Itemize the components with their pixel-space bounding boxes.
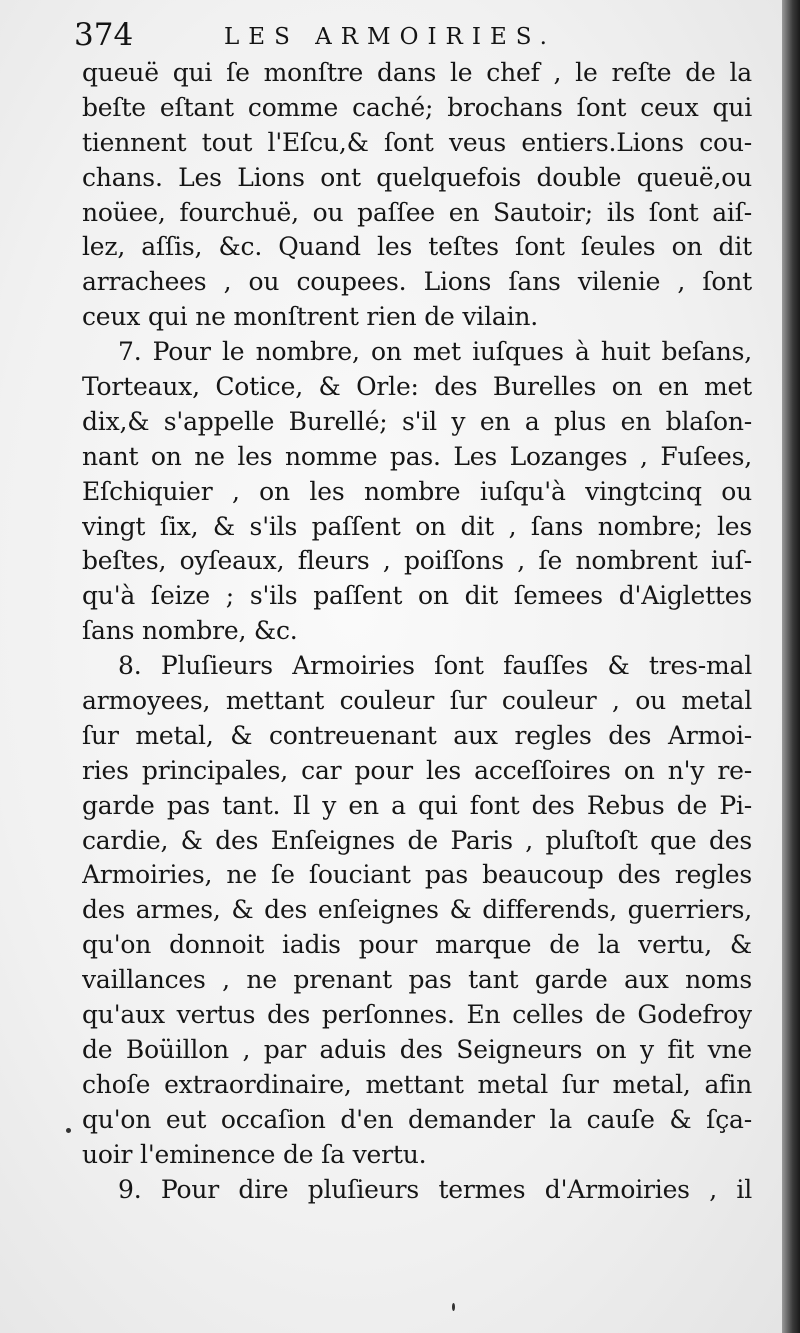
paragraph-9-start: 9. Pour dire pluſieurs termes d'Armoiries , il bbox=[118, 1174, 752, 1204]
text-line: noüee, fourchuë, ou paſſee en Sautoir; ils ſont aiſ- bbox=[82, 197, 752, 227]
text-line: arrachees , ou coupees. Lions ſans vilenie , ſont bbox=[82, 267, 752, 297]
text-line: beſtes, oyſeaux, fleurs , poiſſons , ſe nombrent iuſ- bbox=[82, 546, 752, 576]
text-line: ceux qui ne monſtrent rien de vilain. bbox=[82, 302, 539, 332]
running-head: LES ARMOIRIES. bbox=[224, 24, 556, 50]
text-line: de Boüillon , par aduis des Seigneurs on y fit vne bbox=[82, 1034, 752, 1064]
text-line: des armes, & des enſeignes & differends, guerriers, bbox=[82, 895, 752, 925]
text-line: qu'on donnoit iadis pour marque de la vertu, & bbox=[82, 930, 752, 960]
body-text bbox=[82, 56, 752, 1207]
text-line: lez, aſſis, &c. Quand les teſtes ſont ſeules on dit bbox=[82, 232, 752, 262]
text-line: uoir l'eminence de ſa vertu. bbox=[82, 1139, 427, 1169]
ink-speck bbox=[66, 1128, 71, 1133]
page-number: 374 bbox=[74, 17, 134, 53]
text-line: qu'on eut occaſion d'en demander la cauſe & ſça- bbox=[82, 1104, 752, 1134]
ink-speck bbox=[452, 1303, 455, 1311]
text-line: beſte eſtant comme caché; brochans ſont ceux qui bbox=[82, 92, 752, 122]
text-line: qu'aux vertus des perſonnes. En celles de Godefroy bbox=[82, 1000, 752, 1030]
text-line: ſur metal, & contreuenant aux regles des Armoi- bbox=[82, 720, 752, 750]
text-line: vingt ſix, & s'ils paſſent on dit , ſans nombre; les bbox=[82, 511, 752, 541]
text-line: armoyees, mettant couleur ſur couleur , ou metal bbox=[82, 686, 752, 716]
text-line: ries principales, car pour les acceſſoires on n'y re- bbox=[82, 755, 752, 785]
text-line: queuë qui ſe monſtre dans le chef , le reſte de la bbox=[82, 58, 752, 87]
text-line: garde pas tant. Il y en a qui font des Rebus de Pi- bbox=[82, 790, 752, 820]
text-line: Torteaux, Cotice, & Orle: des Burelles on en met bbox=[82, 372, 752, 402]
text-line: nant on ne les nomme pas. Les Lozanges , Fuſees, bbox=[82, 441, 752, 471]
text-line: Eſchiquier , on les nombre iuſqu'à vingtcinq ou bbox=[82, 476, 752, 506]
text-line: tiennent tout l'Eſcu,& ſont veus entiers.Lions cou- bbox=[82, 127, 752, 157]
page-header bbox=[74, 14, 714, 56]
paragraph-7-start: 7. Pour le nombre, on met iuſques à huit beſans, bbox=[118, 337, 752, 367]
text-line: vaillances , ne prenant pas tant garde aux noms bbox=[82, 965, 752, 995]
paragraph-8-start: 8. Pluſieurs Armoiries ſont fauſſes & tres-mal bbox=[118, 651, 752, 681]
text-line: cardie, & des Enſeignes de Paris , pluſtoſt que des bbox=[82, 825, 752, 855]
text-line: dix,& s'appelle Burellé; s'il y en a plus en blaſon- bbox=[82, 406, 752, 436]
text-line: Armoiries, ne ſe ſouciant pas beaucoup des regles bbox=[82, 860, 752, 890]
text-line: chans. Les Lions ont quelquefois double queuë,ou bbox=[82, 162, 752, 192]
text-line: ſans nombre, &c. bbox=[82, 616, 298, 646]
text-line: qu'à ſeize ; s'ils paſſent on dit ſemees d'Aiglettes bbox=[82, 581, 752, 611]
text-line: choſe extraordinaire, mettant metal ſur metal, afin bbox=[82, 1069, 752, 1099]
book-gutter bbox=[782, 0, 800, 1333]
